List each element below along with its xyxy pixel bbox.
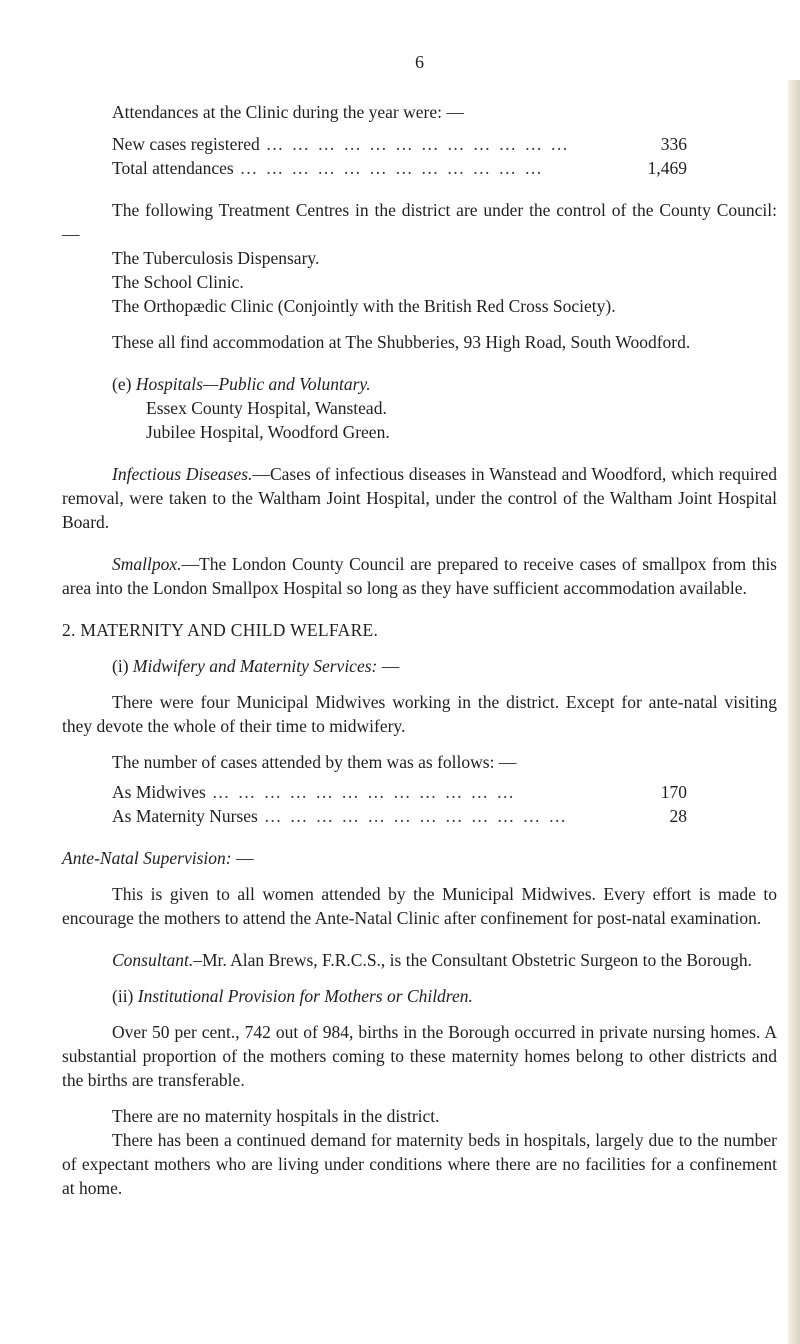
midwifery-title: Midwifery and Maternity Services: [132, 656, 378, 676]
infectious-diseases-paragraph [62, 462, 777, 534]
stat-label: Total attendances [112, 158, 234, 178]
section-number: 2. [62, 620, 76, 640]
document-page [62, 0, 777, 1200]
treatment-centre-item: The Orthopædic Clinic (Conjointly with the British Red Cross Society). [112, 296, 616, 316]
midwifery-heading [62, 654, 777, 678]
stat-row-total-attendances [62, 156, 687, 180]
leader-dots: … … … … … … … … … … … … [263, 806, 568, 826]
institutional-paragraph: There are no maternity hospitals in the district. [112, 1106, 440, 1126]
treatment-centres-intro: The following Treatment Centres in the district are under the control of the County Council: — [62, 200, 777, 244]
hospital-item: Essex County Hospital, Wanstead. [146, 398, 387, 418]
stat-value: 170 [660, 782, 687, 802]
institutional-heading [62, 984, 777, 1008]
stat-row-maternity-nurses [62, 804, 687, 828]
infectious-diseases-text: —Cases of infectious diseases in Wanstead and Woodford, which required removal, were taken to the Waltham Joint Hospital, under the control of the Waltham Joint Hospital Board. [62, 464, 777, 532]
treatment-centre-item: The Tuberculosis Dispensary. [112, 248, 320, 268]
stat-label: New cases registered [112, 134, 260, 154]
page-edge-shadow [788, 80, 800, 1344]
cases-intro: The number of cases attended by them was as follows: — [112, 752, 517, 772]
antenatal-paragraph: This is given to all women attended by the Municipal Midwives. Every effort is made to encourage the mothers to attend the Ante-Natal Clinic after confinement for post-natal examination. [62, 884, 777, 928]
infectious-diseases-lead: Infectious Diseases. [112, 464, 253, 484]
institutional-paragraph: There has been a continued demand for maternity beds in hospitals, largely due to the number of expectant mothers who are living under conditions where there are no facilities for a confinement at home. [62, 1130, 777, 1198]
hospitals-label: (e) [112, 374, 132, 394]
antenatal-title: Ante-Natal Supervision: [62, 848, 232, 868]
institutional-label: (ii) [112, 986, 134, 1006]
leader-dots: … … … … … … … … … … … … [239, 158, 544, 178]
midwifery-paragraph: There were four Municipal Midwives working in the district. Except for ante-natal visiting they devote the whole of their time to midwifery. [62, 692, 777, 736]
section-title: MATERNITY AND CHILD WELFARE. [80, 620, 379, 640]
stat-value: 336 [660, 134, 687, 154]
antenatal-dash: — [231, 848, 254, 868]
treatment-centre-item: The School Clinic. [112, 272, 244, 292]
institutional-title: Institutional Provision for Mothers or Children. [137, 986, 473, 1006]
hospitals-title: Hospitals—Public and Voluntary. [135, 374, 371, 394]
consultant-lead: Consultant. [112, 950, 194, 970]
stat-row-new-cases [62, 132, 687, 156]
midwifery-label: (i) [112, 656, 129, 676]
stat-value: 28 [669, 806, 687, 826]
hospitals-heading [62, 372, 777, 396]
smallpox-paragraph [62, 552, 777, 600]
consultant-text: –Mr. Alan Brews, F.R.C.S., is the Consultant Obstetric Surgeon to the Borough. [193, 950, 752, 970]
smallpox-text: —The London County Council are prepared to receive cases of smallpox from this area into the London Smallpox Hospital so long as they have sufficient accommodation available. [62, 554, 777, 598]
stat-label: As Maternity Nurses [112, 806, 258, 826]
stat-row-midwives [62, 780, 687, 804]
accommodation-paragraph: These all find accommodation at The Shubberies, 93 High Road, South Woodford. [112, 332, 691, 352]
consultant-paragraph [62, 948, 777, 972]
midwifery-dash: — [377, 656, 400, 676]
page-number: 6 [415, 52, 424, 72]
leader-dots: … … … … … … … … … … … … [265, 134, 570, 154]
hospital-item: Jubilee Hospital, Woodford Green. [146, 422, 390, 442]
attendances-intro: Attendances at the Clinic during the year were: — [112, 102, 464, 122]
stat-value: 1,469 [647, 158, 687, 178]
institutional-paragraph: Over 50 per cent., 742 out of 984, births in the Borough occurred in private nursing homes. A substantial proportion of the mothers coming to these maternity homes belong to other districts and the births are transferable. [62, 1022, 777, 1090]
section-heading [62, 618, 777, 642]
antenatal-heading [62, 846, 777, 870]
leader-dots: … … … … … … … … … … … … [211, 782, 516, 802]
smallpox-lead: Smallpox. [112, 554, 182, 574]
stat-label: As Midwives [112, 782, 206, 802]
